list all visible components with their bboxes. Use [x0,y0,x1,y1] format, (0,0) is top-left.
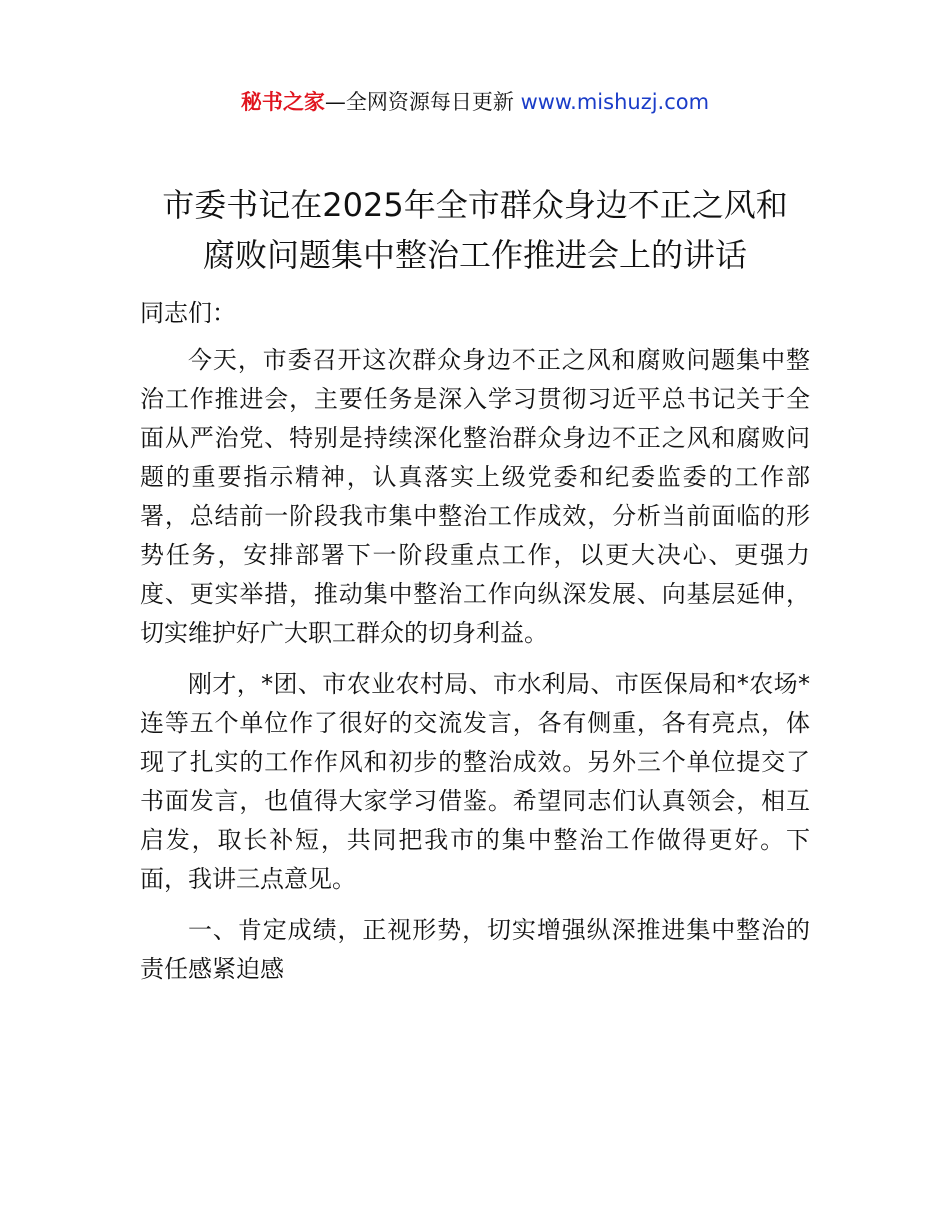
title-line-1: 市委书记在2025年全市群众身边不正之风和 [162,186,788,224]
document-title [0,180,950,280]
paragraph-1: 今天，市委召开这次群众身边不正之风和腐败问题集中整治工作推进会，主要任务是深入学习贯彻习近平总书记关于全面从严治党、特别是持续深化整治群众身边不正之风和腐败问题的重要指示精神，认真落实上级党委和纪委监委的工作部署，总结前一阶段我市集中整治工作成效，分析当前面临的形势任务，安排部署下一阶段重点工作，以更大决心、更强力度、更实举措，推动集中整治工作向纵深发展、向基层延伸，切实维护好广大职工群众的切身利益。 [140,346,810,647]
header-tagline: —全网资源每日更新 [324,90,521,114]
site-header [0,86,950,118]
paragraph-2: 刚才，*团、市农业农村局、市水利局、市医保局和*农场*连等五个单位作了很好的交流发言，各有侧重，各有亮点，体现了扎实的工作作风和初步的整治成效。另外三个单位提交了书面发言，也值得大家学习借鉴。希望同志们认真领会，相互启发，取长补短，共同把我市的集中整治工作做得更好。下面，我讲三点意见。 [140,670,810,893]
brand-name: 秘书之家 [240,90,325,114]
title-line-2: 腐败问题集中整治工作推进会上的讲话 [202,236,747,274]
site-url-link[interactable]: www.mishuzj.com [520,90,710,114]
section-heading-1: 一、肯定成绩，正视形势，切实增强纵深推进集中整治的责任感紧迫感 [140,916,810,983]
document-body [140,294,810,1001]
salutation: 同志们： [140,299,236,327]
